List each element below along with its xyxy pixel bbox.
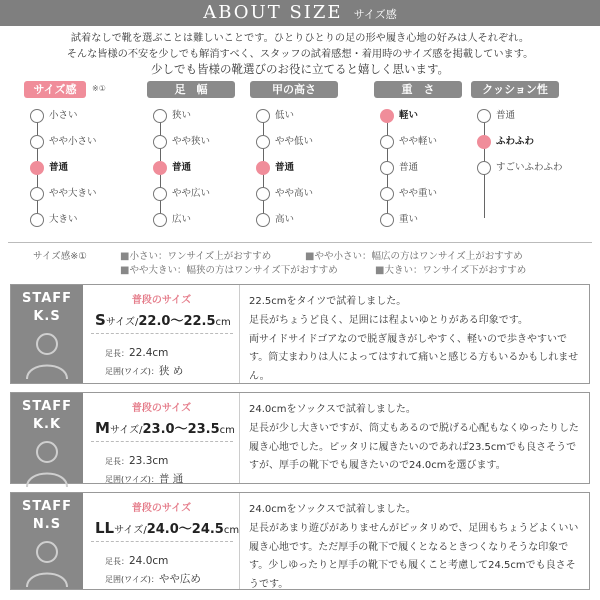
scale-option-label: 小さい [49,110,78,121]
foot-width-label: 足囲(ワイズ)： [105,575,159,584]
scale-title: クッション性 [471,81,559,98]
selected-dot-icon [153,161,167,175]
dot-icon [256,187,270,201]
foot-width-value: やや広め [158,573,201,585]
rating-scale [250,81,338,241]
foot-length [105,341,168,360]
staff-id: K.K [32,417,62,432]
foot-length-label: 足長： [105,557,129,566]
dot-icon [153,187,167,201]
staff-size-info [83,285,240,383]
dot-icon [477,161,491,175]
dashed-separator [91,541,233,542]
scale-title: サイズ感 [24,81,86,98]
staff-label: STAFF [21,499,73,514]
dot-icon [380,213,394,227]
scale-option-label: 大きい [49,214,78,225]
comment-line: 24.0cmをソックスで試着しました。 [249,504,416,515]
usual-size-label: 普段のサイズ [131,295,192,306]
dot-icon [30,109,44,123]
comment-line: 24.0cmをソックスで試着しました。 [249,404,416,415]
scale-option-label: 狭い [172,110,192,121]
scale-option-label: 軽い [399,110,419,121]
size-word: サイズ/ [105,317,139,328]
foot-length-value: 24.0cm [129,555,169,567]
dot-icon [153,109,167,123]
header-bar [0,0,600,26]
dashed-separator [91,441,233,442]
comment-line: 足長があまり遊びがありませんがピッタリめで、足囲もちょうどよくいい履き心地です。ただ厚手の靴下で履くとなるときつくなりそうな印象です。少しゆったりと厚手の靴下でも履くこと考慮して24.5cmでも良さそうです。 [249,522,579,591]
usual-size-value [95,310,231,329]
legend-square-icon: ■ [120,251,130,262]
size-unit: cm [223,525,240,536]
section-divider [8,242,592,243]
usual-size-value [95,518,239,537]
staff-size-info [83,493,240,589]
scale-option-label: やや軽い [399,136,438,147]
dot-icon [256,109,270,123]
staff-comment [249,501,579,595]
foot-width-value: 普 通 [158,473,184,485]
staff-badge [11,493,83,589]
comment-line: 足長が少し大きいですが、筒丈もあるので脱げる心配もなくゆったりした履き心地でした。ピッタリに履きたいのであれば23.5cmでも良さそうですが、厚手の靴下でも履きたいので24.0cmを選びます。 [249,422,579,472]
staff-size-info [83,393,240,483]
size-unit: cm [219,425,235,436]
staff-id: K.S [33,309,61,324]
dot-icon [256,135,270,149]
scale-option-label: やや広い [172,188,211,199]
foot-length-value: 22.4cm [129,347,169,359]
person-silhouette-icon [21,535,73,591]
legend-square-icon: ■ [120,265,130,276]
foot-width [105,359,183,378]
intro-line-3: 少しでも皆様の靴選びのお役に立てると嬉しく思います。 [150,62,450,76]
staff-label: STAFF [21,291,73,306]
dot-icon [256,213,270,227]
foot-width [105,567,201,586]
size-unit: cm [215,317,231,328]
staff-label: STAFF [21,399,73,414]
scale-option-label: 重い [399,214,419,225]
usual-size-label: 普段のサイズ [131,403,192,414]
legend-item-1: 小さい：ワンサイズ上がおすすめ [129,251,272,262]
person-silhouette-icon [21,327,73,383]
dot-icon [153,135,167,149]
scale-note: ※① [92,84,106,93]
comment-line: 足長がちょうど良く、足囲には程よいゆとりがある印象です。 [249,314,528,326]
size-letter: S [95,311,106,329]
scale-title: 重 さ [374,81,462,98]
selected-dot-icon [30,161,44,175]
staff-comment [249,293,579,387]
comment-line: 両サイドサイドゴアなので脱ぎ履きがしやすく、軽いので歩きやすいです。筒丈まわりは人によってはすれて痛いと感じる方もいるかもしれません。 [249,333,579,383]
scale-option-label: やや重い [399,188,438,199]
staff-card [10,492,590,590]
intro-line-2: そんな皆様の不安を少しでも解消すべく、スタッフの試着感想・着用時のサイズ感を掲載しています。 [66,48,534,60]
staff-card [10,392,590,484]
scale-option-label: 高い [275,214,295,225]
size-range: 24.0〜24.5 [146,522,224,537]
dot-icon [153,213,167,227]
staff-badge [11,393,83,483]
size-letter: M [95,419,110,437]
rating-scales [24,81,578,241]
foot-length-label: 足長： [105,457,129,466]
intro-text [0,31,600,78]
header-title-group [0,2,600,23]
scale-option-label: 普通 [172,162,192,173]
rating-scale [374,81,462,241]
dot-icon [380,135,394,149]
foot-length [105,449,168,468]
scale-option-label: ふわふわ [496,136,535,147]
foot-length [105,549,168,568]
dot-icon [30,187,44,201]
scale-option-label: 普通 [275,162,295,173]
scale-title: 足 幅 [147,81,235,98]
intro-line-1: 試着なしで靴を選ぶことは難しいことです。ひとりひとりの足の形や履き心地の好みは人それぞれ。 [70,33,530,44]
size-range: 23.0〜23.5 [142,422,220,437]
legend-label: サイズ感※① [33,251,87,262]
scale-option-label: やや高い [275,188,314,199]
scale-option-label: やや小さい [49,136,97,147]
selected-dot-icon [256,161,270,175]
comment-line: 22.5cmをタイツで試着しました。 [249,296,407,307]
foot-length-value: 23.3cm [129,455,169,467]
rating-scale [24,81,112,241]
staff-comment [249,401,579,476]
staff-id: N.S [32,517,62,532]
dot-icon [380,161,394,175]
legend-item-4: 大きい：ワンサイズ下がおすすめ [384,265,527,276]
rating-scale [147,81,235,241]
foot-width-label: 足囲(ワイズ)： [105,475,159,484]
dot-icon [30,135,44,149]
staff-card [10,284,590,384]
size-word: サイズ/ [114,525,147,536]
selected-dot-icon [380,109,394,123]
scale-option-label: やや狭い [172,136,211,147]
legend-item-2: やや小さい：幅広の方はワンサイズ上がおすすめ [314,251,523,262]
rating-scale [471,81,563,241]
usual-size-label: 普段のサイズ [131,503,192,514]
usual-size-value [95,418,235,437]
scale-option-label: すごいふわふわ [496,162,563,173]
scale-option-label: 普通 [399,162,419,173]
size-word: サイズ/ [109,425,143,436]
size-letter: LL [95,519,115,537]
foot-width-label: 足囲(ワイズ)： [105,367,159,376]
scale-option-label: 普通 [496,110,516,121]
dot-icon [380,187,394,201]
size-range: 22.0〜22.5 [138,314,216,329]
foot-length-label: 足長： [105,349,129,358]
legend-square-icon: ■ [375,265,385,276]
legend-item-3: やや大きい：幅狭の方はワンサイズ下がおすすめ [129,265,338,276]
scale-option-label: やや低い [275,136,314,147]
foot-width-value: 狭 め [158,365,184,377]
page-subtitle: サイズ感 [353,8,397,21]
scale-title: 甲の高さ [250,81,338,98]
dot-icon [477,109,491,123]
dashed-separator [91,333,233,334]
page-title: ABOUT SIZE [203,2,343,23]
scale-option-label: 普通 [49,162,69,173]
person-silhouette-icon [21,435,73,491]
scale-option-label: 低い [275,110,295,121]
scale-option-label: 広い [172,214,192,225]
dot-icon [30,213,44,227]
staff-badge [11,285,83,383]
scale-option-label: やや大きい [49,188,97,199]
foot-width [105,467,183,486]
legend-square-icon: ■ [305,251,315,262]
selected-dot-icon [477,135,491,149]
